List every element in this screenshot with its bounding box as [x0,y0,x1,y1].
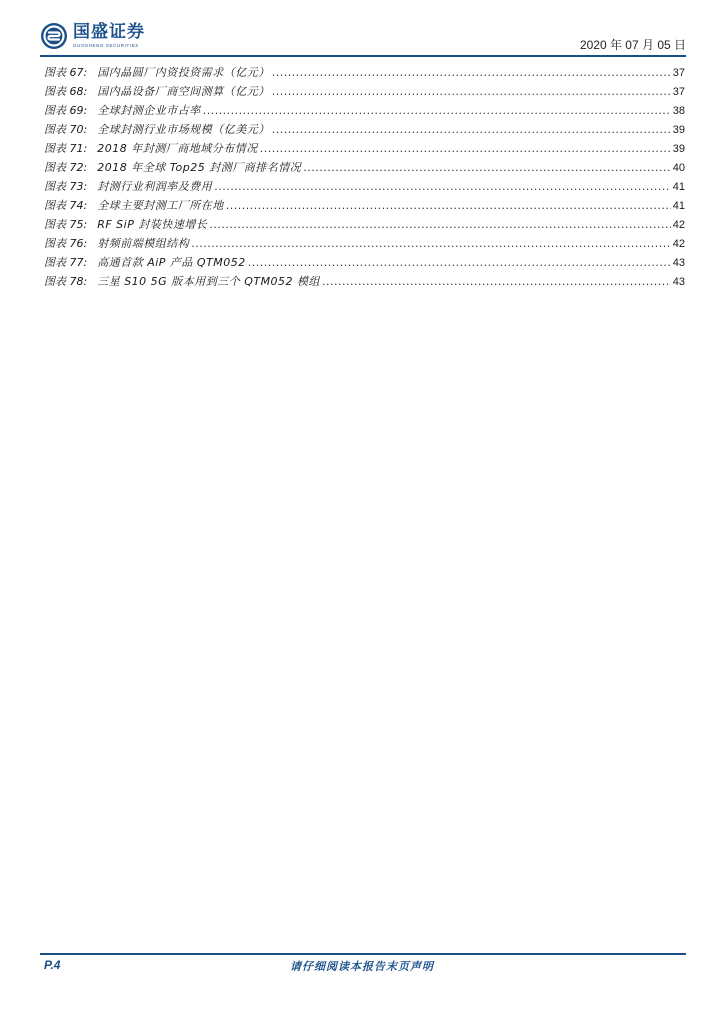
toc-entry[interactable] [44,63,685,82]
toc-entry[interactable] [44,158,685,177]
page-number: 42 [672,219,685,231]
logo-chinese-name: 国盛证券 [73,22,145,42]
toc-entry[interactable] [44,82,685,101]
page-number: 42 [672,238,685,250]
toc-entry[interactable] [44,253,685,272]
footer-divider [40,953,686,955]
dot-leader [272,63,671,82]
page-header [40,22,686,52]
toc-entry[interactable] [44,215,685,234]
dot-leader [248,253,671,272]
dot-leader [303,158,670,177]
figure-label: 图表 78: [44,275,88,288]
company-logo [40,22,145,52]
toc-entry[interactable] [44,196,685,215]
toc-entry[interactable] [44,272,685,291]
report-date: 2020 年 07 月 05 日 [579,38,686,52]
dot-leader [272,82,671,101]
figure-label: 图表 70: [44,123,88,136]
dot-leader [209,215,670,234]
figure-label: 图表 76: [44,237,88,250]
figure-title: 全球主要封测工厂所在地 [97,199,224,212]
figure-title: RF SiP 封装快速增长 [97,218,208,231]
figure-title: 国内晶设备厂商空间测算（亿元） [97,85,270,98]
logo-english-name: GUOSHENG SECURITIES [73,43,139,48]
footer-page-number: P.4 [44,958,61,972]
figure-label: 图表 71: [44,142,88,155]
page-number: 39 [672,143,685,155]
toc-entry[interactable] [44,139,685,158]
dot-leader [214,177,671,196]
page-number: 41 [672,200,685,212]
toc-entry[interactable] [44,101,685,120]
figure-label: 图表 74: [44,199,88,212]
figure-title: 高通首款 AiP 产品 QTM052 [97,256,246,269]
figure-label: 图表 68: [44,85,88,98]
footer-disclaimer: 请仔细阅读本报告末页声明 [290,960,434,973]
dot-leader [260,139,671,158]
figure-title: 全球封测行业市场规模（亿美元） [97,123,270,136]
figure-title: 全球封测企业市占率 [97,104,201,117]
figure-title: 2018 年封测厂商地域分布情况 [97,142,258,155]
dot-leader [226,196,671,215]
figure-label: 图表 69: [44,104,88,117]
dot-leader [322,272,671,291]
figure-list [44,63,685,291]
page-number: 43 [672,257,685,269]
page-number: 41 [672,181,685,193]
page-number: 40 [672,162,685,174]
figure-label: 图表 67: [44,66,88,79]
page-number: 37 [672,67,685,79]
toc-entry[interactable] [44,120,685,139]
dot-leader [272,120,671,139]
figure-label: 图表 75: [44,218,88,231]
figure-title: 射频前端模组结构 [97,237,190,250]
figure-title: 封测行业利润率及费用 [97,180,213,193]
guosheng-logo-icon [40,22,68,50]
toc-entry[interactable] [44,234,685,253]
figure-label: 图表 77: [44,256,88,269]
page-number: 37 [672,86,685,98]
header-divider [40,55,686,57]
page-number: 39 [672,124,685,136]
figure-title: 国内晶圆厂内资投资需求（亿元） [97,66,270,79]
figure-title: 三星 S10 5G 版本用到三个 QTM052 模组 [97,275,321,288]
dot-leader [191,234,671,253]
dot-leader [203,101,671,120]
page-number: 43 [672,276,685,288]
figure-label: 图表 72: [44,161,88,174]
page-number: 38 [672,105,685,117]
figure-title: 2018 年全球 Top25 封测厂商排名情况 [97,161,302,174]
figure-label: 图表 73: [44,180,88,193]
toc-entry[interactable] [44,177,685,196]
